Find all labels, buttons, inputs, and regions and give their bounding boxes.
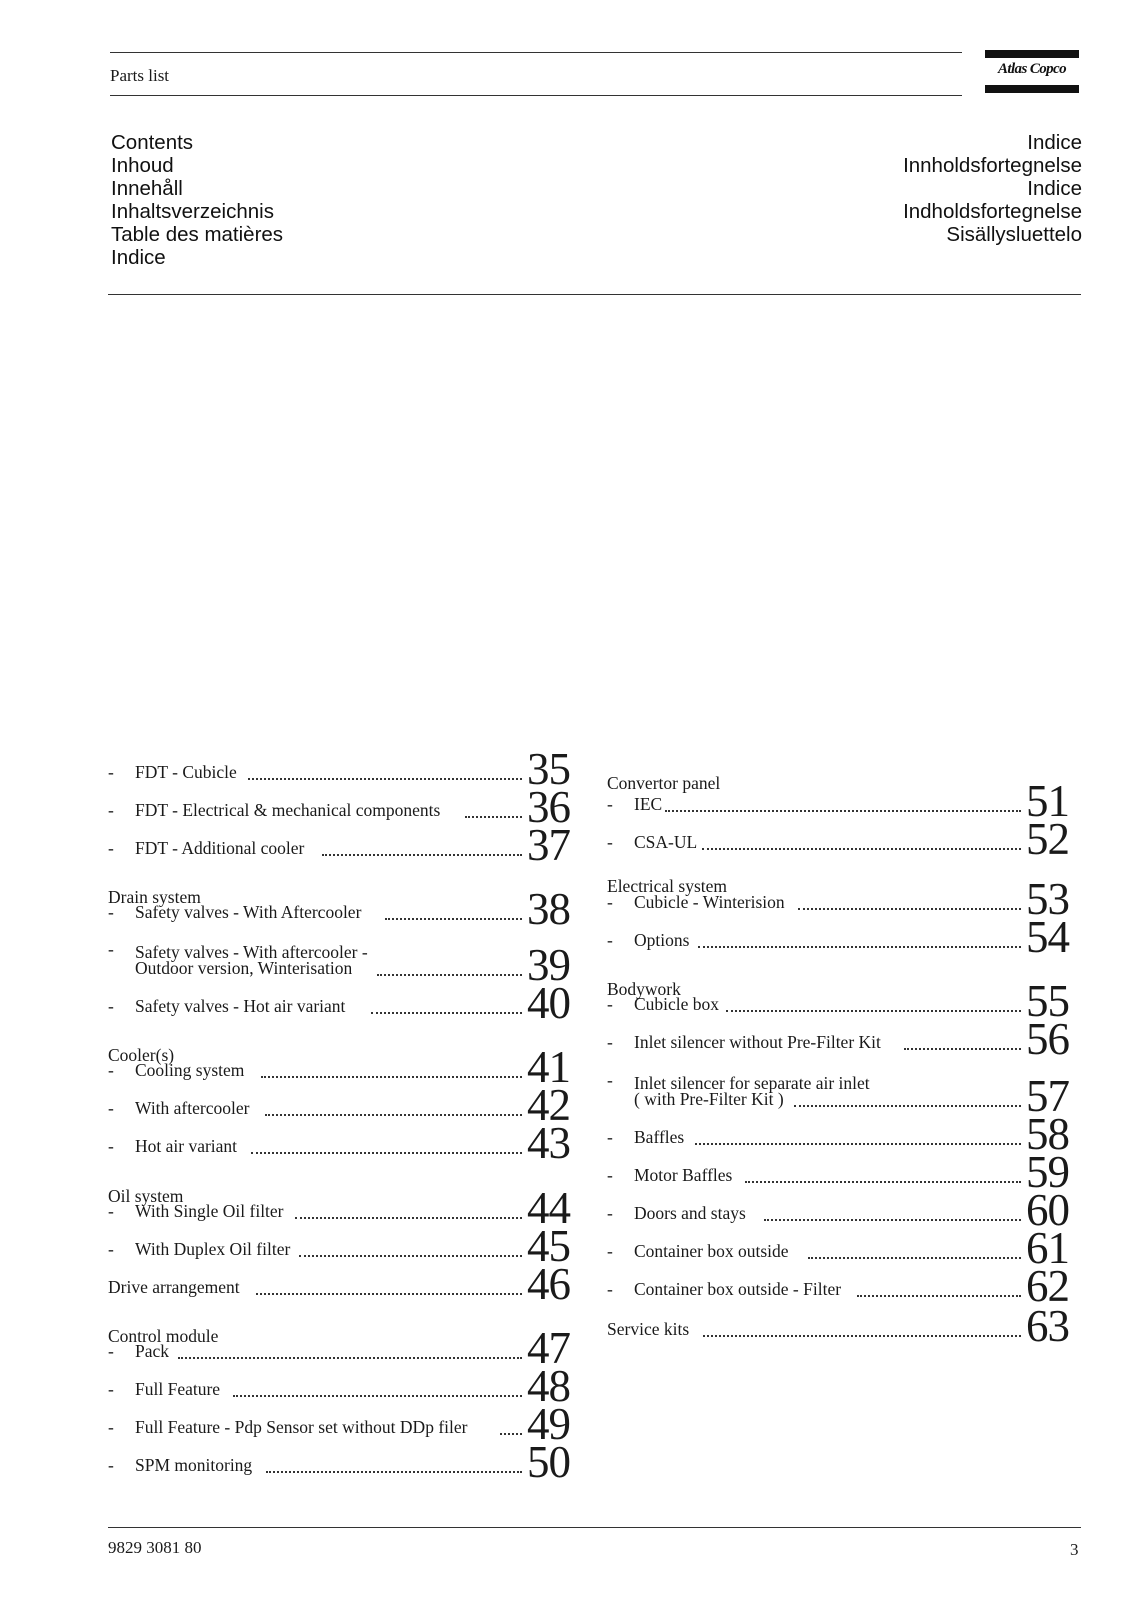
logo-bottom-bar	[985, 85, 1079, 93]
toc-entry[interactable]	[607, 874, 1069, 924]
toc-dash: -	[108, 1060, 114, 1080]
toc-entry[interactable]	[108, 820, 570, 870]
toc-label: Cubicle - Winterision	[634, 892, 785, 912]
toc-page-number: 38	[527, 884, 570, 934]
toc-dash: -	[108, 1098, 114, 1118]
toc-entry[interactable]	[607, 1147, 1069, 1197]
contents-heading: Innholdsfortegnelse	[903, 154, 1082, 177]
toc-label: Inlet silencer for separate air inlet	[634, 1073, 870, 1093]
toc-dash: -	[108, 1201, 114, 1221]
toc-entry[interactable]	[607, 1261, 1069, 1311]
logo-top-bar	[985, 50, 1079, 58]
toc-entry[interactable]	[607, 1109, 1069, 1159]
toc-dash: -	[607, 892, 613, 912]
toc-label: Drive arrangement	[108, 1277, 240, 1297]
toc-leader	[703, 1335, 1021, 1337]
toc-label: Safety valves - With aftercooler -	[135, 942, 368, 962]
toc-leader	[695, 1143, 1021, 1145]
toc-leader	[266, 1471, 522, 1473]
toc-dash: -	[108, 939, 114, 959]
page-number: 3	[1070, 1540, 1079, 1559]
toc-label: Doors and stays	[634, 1203, 746, 1223]
toc-leader	[233, 1395, 522, 1397]
toc-page-number: 55	[1026, 976, 1069, 1026]
toc-entry[interactable]	[108, 1323, 570, 1373]
toc-label: Cooling system	[135, 1060, 245, 1080]
toc-section-heading: Bodywork	[607, 979, 681, 999]
toc-leader	[261, 1076, 522, 1078]
contents-heading: Indice	[1027, 131, 1082, 154]
toc-entry[interactable]	[607, 1014, 1069, 1064]
toc-dash: -	[108, 1136, 114, 1156]
toc-section-heading: Convertor panel	[607, 773, 721, 793]
toc-page-number: 43	[527, 1118, 570, 1168]
toc-label: FDT - Electrical & mechanical components	[135, 800, 441, 820]
toc-entry[interactable]	[607, 1223, 1069, 1273]
toc-dash: -	[607, 1070, 613, 1090]
toc-leader	[385, 918, 522, 920]
toc-label: With Single Oil filter	[135, 1201, 284, 1221]
toc-leader	[251, 1152, 522, 1154]
toc-label: With aftercooler	[135, 1098, 250, 1118]
toc-entry[interactable]	[108, 1399, 570, 1449]
toc-dash: -	[108, 1417, 114, 1437]
toc-leader	[745, 1181, 1021, 1183]
footer-rule	[108, 1527, 1081, 1528]
toc-label: FDT - Cubicle	[135, 762, 237, 782]
toc-page-number: 53	[1026, 874, 1069, 924]
toc-dash: -	[108, 762, 114, 782]
toc-entry[interactable]	[108, 1361, 570, 1411]
toc-section-heading: Control module	[108, 1326, 219, 1346]
toc-dash: -	[607, 1279, 613, 1299]
contents-heading: Contents	[111, 131, 194, 154]
toc-label: Inlet silencer without Pre-Filter Kit	[634, 1032, 881, 1052]
document-title: Parts list	[110, 66, 170, 85]
toc-entry[interactable]	[108, 1118, 570, 1168]
toc-dash: -	[108, 996, 114, 1016]
toc-leader	[465, 816, 522, 818]
toc-page-number: 41	[527, 1042, 570, 1092]
toc-leader	[798, 908, 1021, 910]
toc-page-number: 50	[527, 1437, 570, 1487]
toc-entry[interactable]	[108, 1259, 570, 1309]
toc-entry[interactable]	[108, 1183, 570, 1233]
toc-page-number: 63	[1026, 1301, 1069, 1351]
toc-label: Container box outside - Filter	[634, 1279, 842, 1299]
toc-section-heading: Electrical system	[607, 876, 728, 896]
toc-label: IEC	[634, 794, 663, 814]
toc-page-number: 45	[527, 1221, 570, 1271]
toc-label: Cubicle box	[634, 994, 720, 1014]
toc-entry[interactable]	[108, 744, 570, 794]
toc-dash: -	[607, 930, 613, 950]
toc-entry[interactable]	[108, 939, 570, 990]
contents-heading: Indice	[1027, 177, 1082, 200]
toc-page-number: 44	[527, 1183, 570, 1233]
toc-dash: -	[607, 1165, 613, 1185]
toc-leader	[295, 1217, 522, 1219]
contents-heading: Indholdsfortegnelse	[903, 200, 1082, 223]
toc-dash: -	[607, 832, 613, 852]
toc-leader	[904, 1048, 1021, 1050]
toc-label: SPM monitoring	[135, 1455, 253, 1475]
toc-leader	[726, 1010, 1021, 1012]
toc-label: Safety valves - Hot air variant	[135, 996, 346, 1016]
toc-entry[interactable]	[108, 1221, 570, 1271]
header-top-rule	[110, 52, 962, 53]
toc-section-heading: Cooler(s)	[108, 1045, 175, 1065]
toc-leader	[371, 1012, 522, 1014]
toc-label: FDT - Additional cooler	[135, 838, 305, 858]
toc-label: Safety valves - With Aftercooler	[135, 902, 362, 922]
toc-leader	[764, 1219, 1021, 1221]
toc-leader	[794, 1105, 1021, 1107]
toc-page-number: 40	[527, 978, 570, 1028]
toc-page-number: 42	[527, 1080, 570, 1130]
toc-dash: -	[108, 1239, 114, 1259]
contents-heading: Inhoud	[111, 154, 174, 177]
toc-entry[interactable]	[607, 976, 1069, 1026]
toc-page-number: 35	[527, 744, 570, 794]
toc-page-number: 56	[1026, 1014, 1069, 1064]
toc-leader	[702, 848, 1021, 850]
toc-entry[interactable]	[108, 884, 570, 934]
toc-page-number: 48	[527, 1361, 570, 1411]
document-number: 9829 3081 80	[108, 1538, 202, 1557]
toc-entry[interactable]	[607, 814, 1069, 864]
toc-section-heading: Drain system	[108, 887, 201, 907]
toc-leader	[178, 1357, 522, 1359]
toc-dash: -	[607, 994, 613, 1014]
contents-heading: Inhaltsverzeichnis	[111, 200, 274, 223]
toc-page-number: 39	[527, 940, 570, 990]
toc-dash: -	[108, 1341, 114, 1361]
toc-entry[interactable]	[108, 782, 570, 832]
contents-headings-left	[111, 131, 283, 269]
toc-dash: -	[108, 800, 114, 820]
toc-label: Motor Baffles	[634, 1165, 733, 1185]
toc-page-number: 59	[1026, 1147, 1069, 1197]
toc-label: With Duplex Oil filter	[135, 1239, 291, 1259]
toc-label: Options	[634, 930, 690, 950]
toc-leader	[500, 1433, 522, 1435]
toc-page-number: 61	[1026, 1223, 1069, 1273]
toc-leader	[808, 1257, 1021, 1259]
toc-page-number: 54	[1026, 912, 1069, 962]
toc-leader	[322, 854, 522, 856]
contents-heading: Innehåll	[111, 177, 183, 200]
toc-leader	[665, 810, 1021, 812]
atlas-copco-logo	[985, 50, 1079, 93]
toc-leader	[857, 1295, 1021, 1297]
toc-page-number: 62	[1026, 1261, 1069, 1311]
toc-dash: -	[108, 838, 114, 858]
toc-label: Hot air variant	[135, 1136, 238, 1156]
toc-page-number: 52	[1026, 814, 1069, 864]
contents-divider	[108, 294, 1081, 295]
toc-label: Baffles	[634, 1127, 685, 1147]
toc-page-number: 58	[1026, 1109, 1069, 1159]
toc-entry[interactable]	[108, 1042, 570, 1092]
toc-label-continued: ( with Pre-Filter Kit )	[634, 1089, 784, 1109]
toc-page-number: 51	[1026, 776, 1069, 826]
toc-dash: -	[607, 1127, 613, 1147]
toc-dash: -	[108, 1455, 114, 1475]
toc-label: CSA-UL	[634, 832, 698, 852]
toc-label: Pack	[135, 1341, 170, 1361]
toc-entry[interactable]	[607, 912, 1069, 962]
toc-leader	[299, 1255, 522, 1257]
toc-entry[interactable]	[108, 978, 570, 1028]
toc-dash: -	[607, 794, 613, 814]
contents-heading: Indice	[111, 246, 166, 269]
toc-leader	[248, 778, 522, 780]
toc-page-number: 49	[527, 1399, 570, 1449]
contents-heading: Sisällysluettelo	[946, 223, 1082, 246]
toc-entry[interactable]	[607, 1070, 1069, 1121]
toc-page-number: 57	[1026, 1071, 1069, 1121]
logo-text: Atlas Copco	[998, 61, 1066, 77]
toc-dash: -	[607, 1032, 613, 1052]
toc-label: Service kits	[607, 1319, 690, 1339]
toc-entry[interactable]	[108, 1437, 570, 1487]
contents-heading: Table des matières	[111, 223, 284, 246]
toc-label: Full Feature - Pdp Sensor set without DDp filer	[135, 1417, 468, 1437]
toc-entry[interactable]	[607, 1185, 1069, 1235]
toc-label-continued: Outdoor version, Winterisation	[135, 958, 353, 978]
toc-page-number: 60	[1026, 1185, 1069, 1235]
contents-headings-right	[903, 131, 1082, 246]
toc-leader	[256, 1293, 522, 1295]
toc-label: Container box outside	[634, 1241, 789, 1261]
toc-dash: -	[108, 902, 114, 922]
toc-entry[interactable]	[108, 1080, 570, 1130]
toc-label: Full Feature	[135, 1379, 221, 1399]
toc-leader	[377, 974, 522, 976]
toc-dash: -	[108, 1379, 114, 1399]
toc-page-number: 46	[527, 1259, 570, 1309]
header-bottom-rule	[110, 95, 962, 96]
toc-dash: -	[607, 1203, 613, 1223]
toc-entry[interactable]	[607, 1301, 1069, 1351]
toc-leader	[698, 946, 1021, 948]
toc-dash: -	[607, 1241, 613, 1261]
toc-leader	[265, 1114, 522, 1116]
toc-page-number: 36	[527, 782, 570, 832]
toc-section-heading: Oil system	[108, 1186, 184, 1206]
toc-page-number: 37	[527, 820, 570, 870]
toc-page-number: 47	[527, 1323, 570, 1373]
